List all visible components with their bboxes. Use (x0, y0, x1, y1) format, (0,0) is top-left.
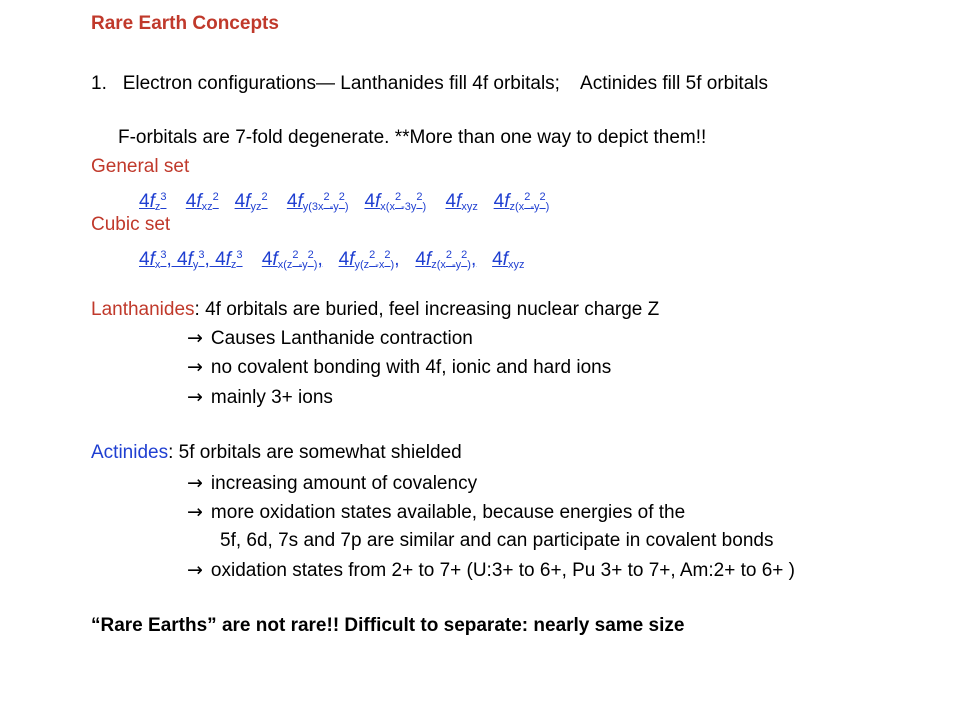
lanthanides-point-2: → no covalent bonding with 4f, ionic and hard ions (187, 356, 612, 378)
orbital-link-fyz2x2[interactable]: $4f_{y(z}^2_{-x}^2_)$, (338, 249, 400, 271)
actinides-continuation: 5f, 6d, 7s and 7p are similar and can participate in covalent bonds (220, 530, 774, 551)
lanthanides-text: : 4f orbitals are buried, feel increasing nuclear charge Z (194, 299, 660, 320)
arrow-icon: → (187, 472, 203, 494)
f-orbitals-note: F-orbitals are 7-fold degenerate. **More than one way to depict them!! (118, 127, 707, 148)
arrow-icon: → (187, 559, 203, 581)
item-1-text-2: Actinides fill 5f orbitals (580, 73, 768, 94)
arrow-icon: → (187, 386, 203, 408)
actinides-point-1: → increasing amount of covalency (187, 472, 478, 494)
item-1-text: Electron configurations— Lanthanides fill 4f orbitals; (122, 73, 560, 94)
actinides-label: Actinides (91, 442, 169, 463)
arrow-icon: → (187, 327, 203, 349)
conclusion: “Rare Earths” are not rare!! Difficult to separate: nearly same size (91, 615, 685, 636)
orbital-link-fxz2y2[interactable]: $4f_{x(z}^2_{-y}^2_)$, (261, 249, 323, 271)
lanthanides-point-1: → Causes Lanthanide contraction (187, 327, 473, 349)
lanthanides-point-3: → mainly 3+ ions (187, 386, 333, 408)
cubic-set-orbitals (139, 243, 524, 277)
cubic-set-label: Cubic set (91, 214, 171, 235)
general-set-label: General set (91, 156, 190, 177)
lanthanides-heading (91, 298, 659, 322)
orbital-link-fz3[interactable]: $4f_z^3$ (139, 191, 167, 213)
orbital-link-fxyz[interactable]: $4f_{xyz}$ (445, 191, 478, 213)
actinides-heading (91, 441, 462, 465)
orbital-link-fzx2y2-cubic[interactable]: $4f_{z(x}^2_{-y}^2_)$, (415, 249, 477, 271)
slide-title: Rare Earth Concepts (91, 13, 279, 34)
orbital-link-fxz2[interactable]: $4f_{xz}^2$ (185, 191, 219, 213)
item-1 (91, 72, 768, 96)
actinides-text: : 5f orbitals are somewhat shielded (168, 442, 462, 463)
actinides-point-3: → oxidation states from 2+ to 7+ (U:3+ to 6+, Pu 3+ to 7+, Am:2+ to 6+ ) (187, 559, 795, 581)
orbital-link-fx3[interactable]: $4f_x^3$, $4f_y^3$, $4f_z^3$ (139, 249, 243, 271)
orbital-link-fy3x2y2[interactable]: $4f_{y(3x}^2_{-y}^2_)$ (286, 191, 349, 213)
orbital-link-fzx2y2[interactable]: $4f_{z(x}^2_{-y}^2_)$ (493, 191, 550, 213)
actinides-point-2: → more oxidation states available, because energies of the (187, 501, 686, 523)
orbital-link-fxyz-cubic[interactable]: $4f_{xyz}$ (492, 249, 525, 271)
item-1-number: 1. (91, 73, 107, 94)
orbital-link-fxx23y2[interactable]: $4f_{x(x}^2_{-3y}^2_)$ (364, 191, 427, 213)
general-set-orbitals (139, 185, 549, 219)
orbital-link-fyz2[interactable]: $4f_{yz}^2$ (234, 191, 268, 213)
lanthanides-label: Lanthanides (91, 299, 195, 320)
arrow-icon: → (187, 356, 203, 378)
arrow-icon: → (187, 501, 203, 523)
